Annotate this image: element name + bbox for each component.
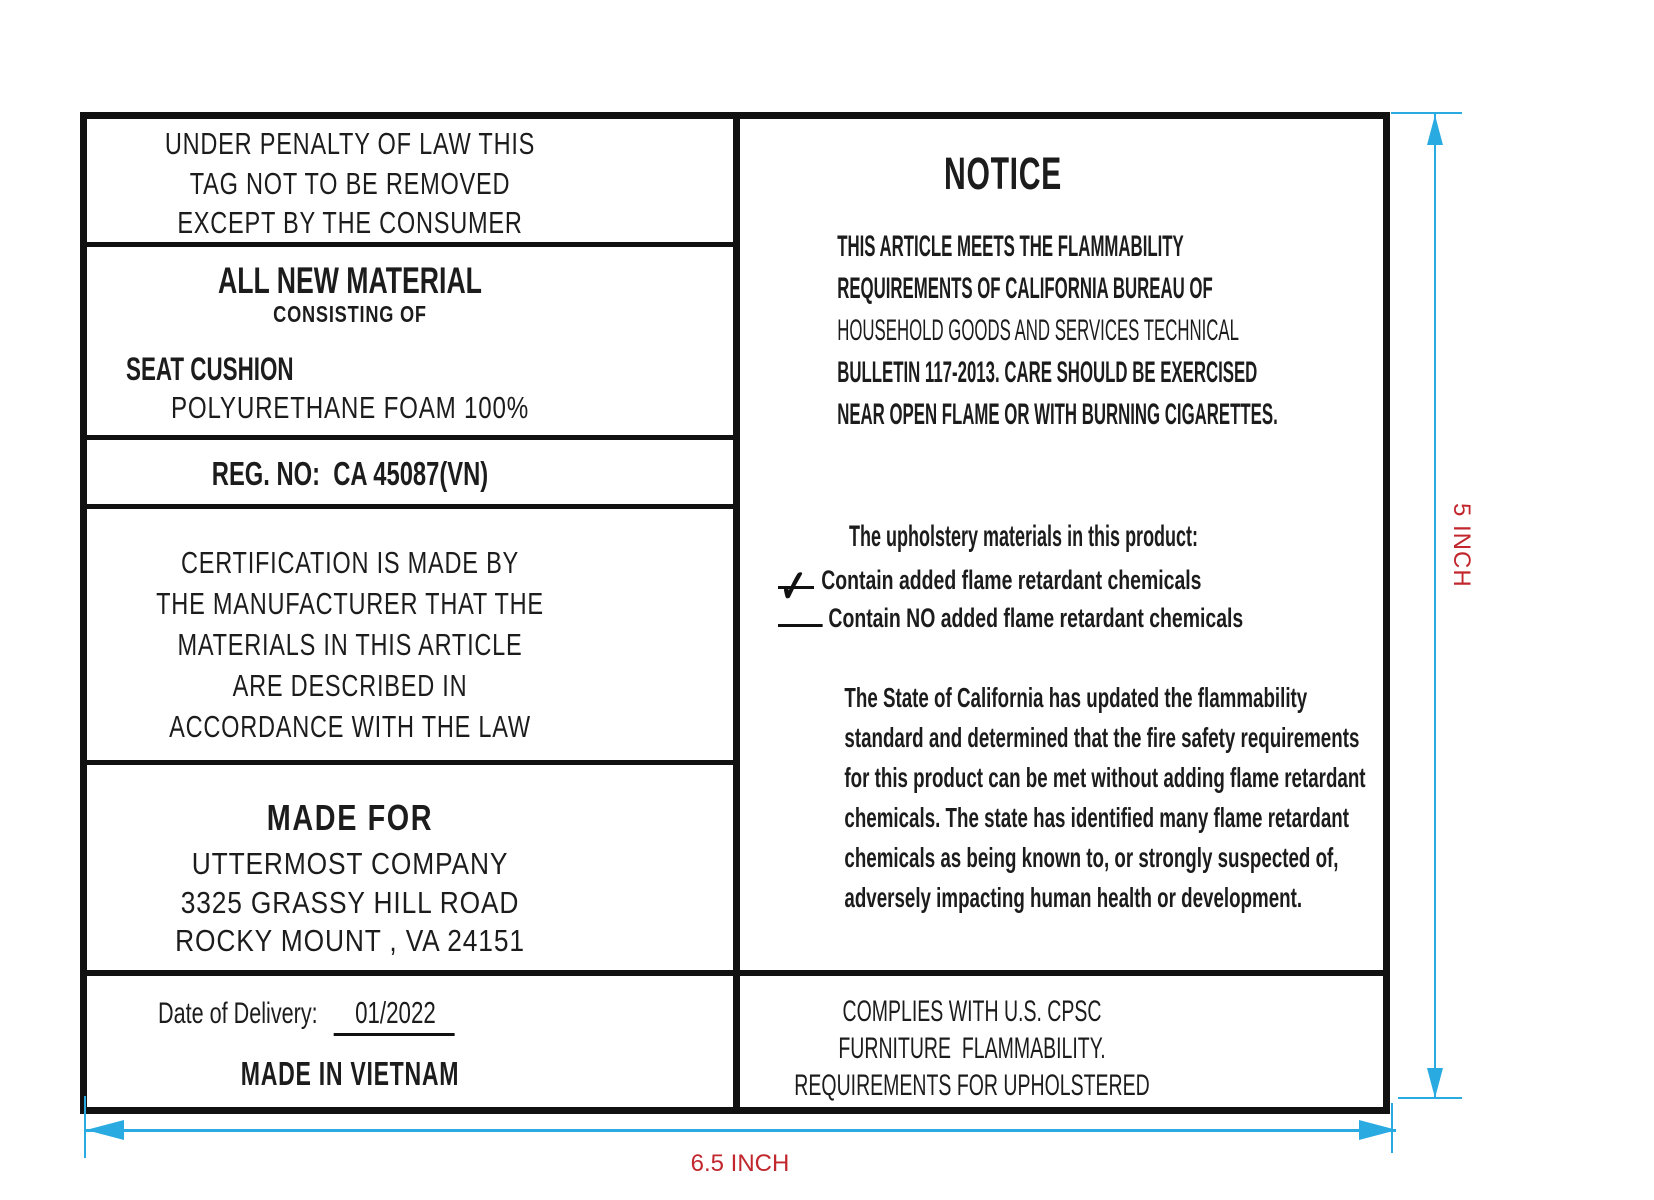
certification-line: CERTIFICATION IS MADE BY — [180, 545, 520, 580]
cpsc-compliance-statement — [790, 993, 1154, 1104]
left-divider-3 — [80, 504, 740, 509]
option-text: Contain added flame retardant chemicals — [821, 565, 1202, 595]
company-city-state: ROCKY MOUNT , VA 24151 — [175, 923, 525, 958]
certification-line: THE MANUFACTURER THAT THE — [156, 586, 544, 621]
arrow-up-icon — [1427, 115, 1443, 145]
state-paragraph-line: adversely impacting human health or development. — [844, 882, 1303, 913]
notice-line: THIS ARTICLE MEETS THE FLAMMABILITY — [837, 230, 1184, 263]
notice-line: BULLETIN 117-2013. CARE SHOULD BE EXERCISED — [837, 356, 1258, 389]
certification-statement — [150, 542, 550, 747]
company-name: UTTERMOST COMPANY — [191, 846, 509, 881]
company-street: 3325 GRASSY HILL ROAD — [180, 884, 520, 920]
certification-line: ARE DESCRIBED IN — [232, 668, 468, 703]
height-dimension-label: 5 INCH — [1448, 503, 1475, 588]
notice-line: REQUIREMENTS OF CALIFORNIA BUREAU OF — [837, 272, 1213, 305]
penalty-line: EXCEPT BY THE CONSUMER — [177, 205, 523, 240]
all-new-material-title: ALL NEW MATERIAL — [218, 260, 482, 301]
width-dimension-line — [86, 1129, 1396, 1132]
compliance-line: COMPLIES WITH U.S. CPSC — [842, 995, 1102, 1028]
height-extension-tick-top — [1391, 112, 1462, 114]
checked-blank-line — [778, 560, 823, 627]
state-paragraph-line: chemicals. The state has identified many flame retardant — [844, 802, 1350, 833]
compliance-line: FURNITURE FLAMMABILITY. — [838, 1032, 1106, 1065]
material-composition: POLYURETHANE FOAM 100% — [170, 390, 529, 425]
state-of-california-paragraph — [844, 678, 1366, 918]
notice-line: HOUSEHOLD GOODS AND SERVICES TECHNICAL — [837, 314, 1239, 347]
flammability-notice-paragraph — [837, 226, 1278, 436]
check-mark-icon: ✓ — [779, 560, 808, 612]
compliance-line: REQUIREMENTS FOR UPHOLSTERED — [794, 1069, 1150, 1102]
state-paragraph-line: The State of California has updated the flammability — [844, 682, 1308, 713]
made-for-title: MADE FOR — [266, 797, 434, 838]
left-divider-4 — [80, 760, 740, 765]
option-contains-fr — [778, 561, 1201, 596]
column-divider — [733, 112, 740, 1114]
width-dimension-label: 6.5 INCH — [690, 1150, 790, 1177]
consisting-of-subtitle: CONSISTING OF — [273, 301, 427, 327]
state-paragraph-line: standard and determined that the fire safety requirements — [844, 722, 1360, 753]
penalty-statement — [150, 124, 550, 243]
date-of-delivery-label: Date of Delivery: — [158, 997, 318, 1030]
left-divider-2 — [80, 435, 740, 440]
notice-line: NEAR OPEN FLAME OR WITH BURNING CIGARETTES. — [837, 398, 1278, 431]
state-paragraph-line: for this product can be met without adding flame retardant — [844, 762, 1366, 793]
certification-line: ACCORDANCE WITH THE LAW — [169, 709, 531, 744]
arrow-left-icon — [86, 1120, 124, 1140]
part-name: SEAT CUSHION — [126, 351, 294, 387]
bottom-section-divider — [80, 970, 1390, 976]
country-of-origin: MADE IN VIETNAM — [240, 1055, 460, 1092]
notice-title: NOTICE — [944, 148, 1062, 199]
left-divider-1 — [80, 242, 740, 247]
made-for-address — [126, 845, 573, 961]
option-text: Contain NO added flame retardant chemicals — [828, 603, 1244, 633]
penalty-line: TAG NOT TO BE REMOVED — [189, 165, 511, 201]
certification-line: MATERIALS IN THIS ARTICLE — [177, 627, 523, 662]
height-dimension-line — [1434, 114, 1436, 1099]
arrow-right-icon — [1359, 1120, 1397, 1140]
date-of-delivery-value: 01/2022 — [334, 995, 455, 1036]
upholstery-materials-heading: The upholstery materials in this product: — [849, 520, 1199, 553]
penalty-line: UNDER PENALTY OF LAW THIS — [164, 126, 536, 161]
registration-number: REG. NO: CA 45087(VN) — [211, 455, 489, 492]
date-of-delivery-row — [158, 995, 455, 1036]
state-paragraph-line: chemicals as being known to, or strongly suspected of, — [844, 842, 1339, 873]
arrow-down-icon — [1427, 1068, 1443, 1098]
